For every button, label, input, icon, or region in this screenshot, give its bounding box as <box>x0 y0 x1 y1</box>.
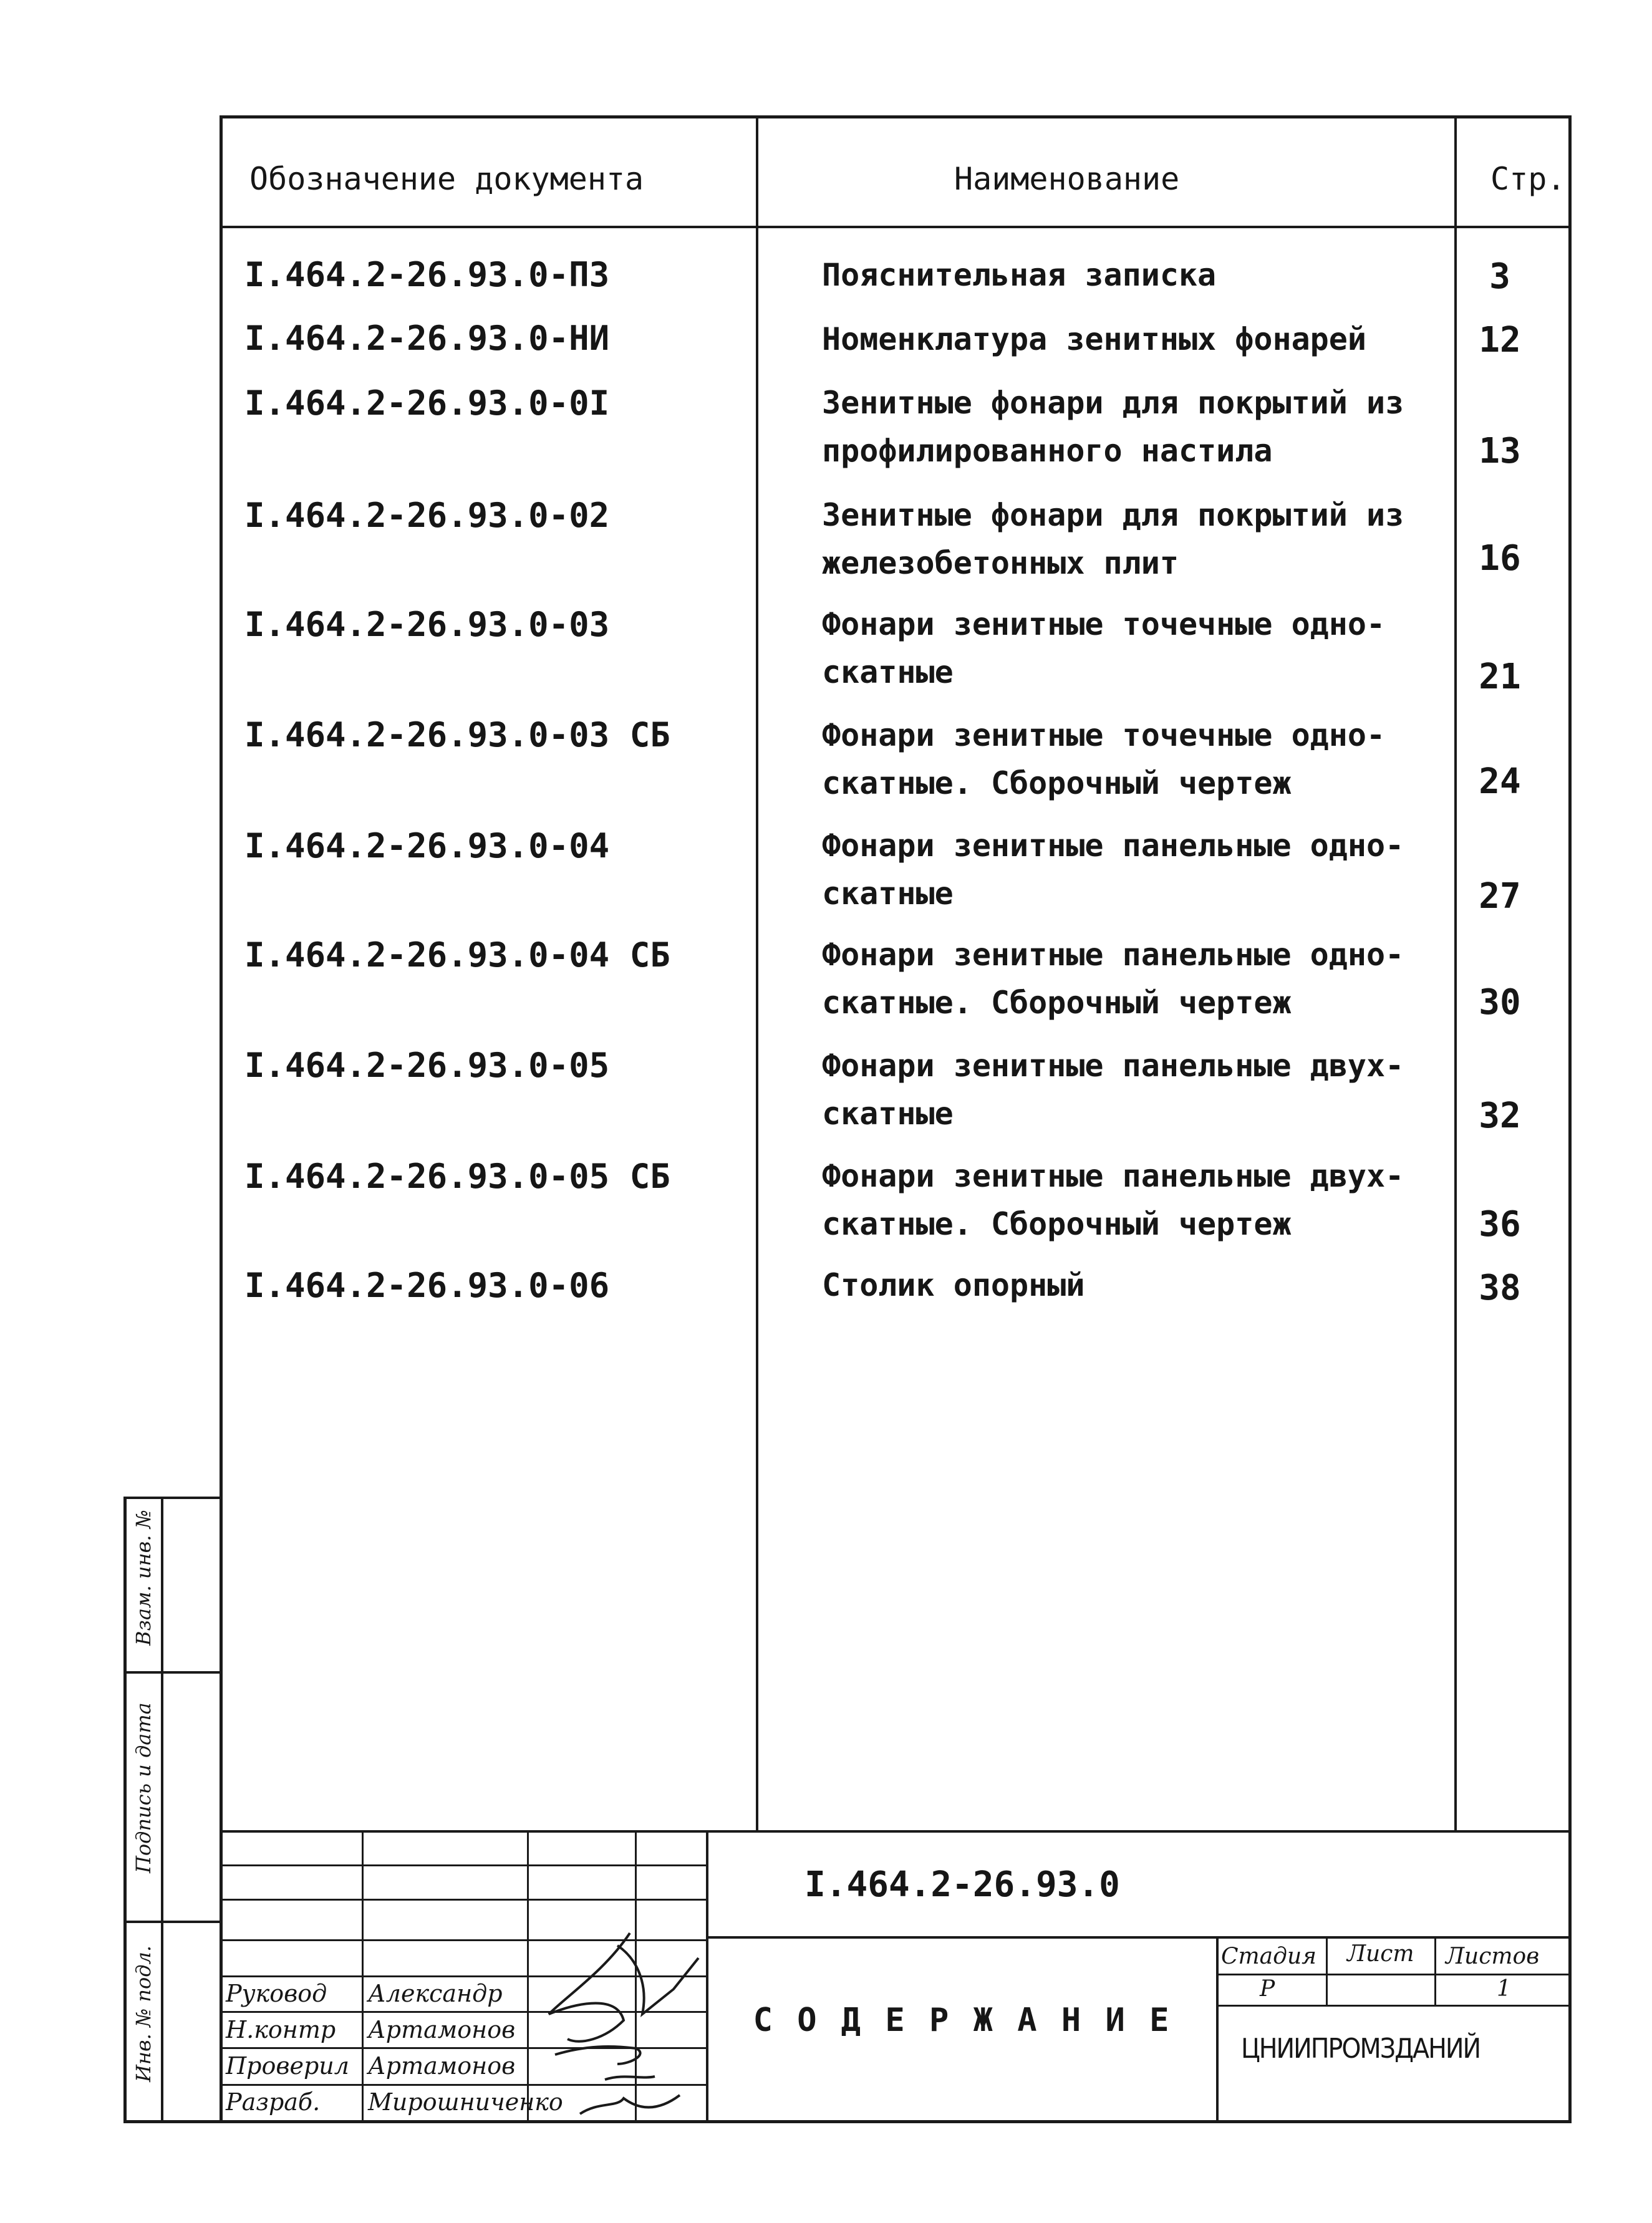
row-name-line: скатные. Сборочный чертеж <box>822 985 1292 1021</box>
stage-col-1 <box>1326 1936 1328 2007</box>
stage-row-2 <box>1216 2005 1572 2007</box>
signer-role: Разраб. <box>226 2088 321 2116</box>
row-code: I.464.2-26.93.0-0I <box>244 383 610 423</box>
sig-hline <box>220 1864 706 1866</box>
row-code: I.464.2-26.93.0-НИ <box>244 319 610 358</box>
row-code: I.464.2-26.93.0-02 <box>244 496 610 535</box>
row-name-line: Фонари зенитные точечные одно- <box>822 606 1386 642</box>
row-code: I.464.2-26.93.0-04 <box>244 826 610 866</box>
side-stamp-divider <box>161 1497 163 2123</box>
side-stamp-inv-orig: Инв. № подл. <box>132 1945 155 2082</box>
stage-col-2 <box>1434 1936 1436 2007</box>
frame-bottom <box>123 2120 1572 2123</box>
organization: ЦНИИПРОМЗДАНИЙ <box>1241 2033 1481 2065</box>
row-name-line: железобетонных плит <box>822 545 1179 581</box>
row-name-line: Фонари зенитные панельные одно- <box>822 937 1404 973</box>
sig-vline <box>362 1830 364 2123</box>
side-stamp-top <box>123 1497 222 1499</box>
row-name-line: скатные. Сборочный чертеж <box>822 765 1292 801</box>
row-name-line: Номенклатура зенитных фонарей <box>822 321 1366 357</box>
side-stamp-border <box>123 1497 127 2123</box>
row-page: 38 <box>1479 1268 1521 1308</box>
frame-left <box>220 115 223 2123</box>
titleblock-right-divider <box>1216 1936 1219 2123</box>
sig-hline <box>220 1899 706 1901</box>
row-name-line: Столик опорный <box>822 1267 1085 1303</box>
stage-label: Стадия <box>1221 1944 1316 1969</box>
row-page: 30 <box>1479 982 1521 1023</box>
titleblock-mid <box>706 1936 1572 1939</box>
side-stamp-inv-repl: Взам. инв. № <box>132 1510 155 1646</box>
row-page: 36 <box>1479 1204 1521 1245</box>
header-code: Обозначение документа <box>249 161 644 197</box>
side-stamp-sep <box>123 1671 222 1674</box>
stage-value: Р <box>1260 1976 1275 2002</box>
row-code: I.464.2-26.93.0-ПЗ <box>244 255 610 294</box>
row-page: 12 <box>1479 320 1521 360</box>
row-page: 27 <box>1479 876 1521 917</box>
row-name-line: Зенитные фонари для покрытий из <box>822 497 1404 533</box>
side-stamp-sep <box>123 1921 222 1923</box>
row-code: I.464.2-26.93.0-06 <box>244 1266 610 1305</box>
row-page: 13 <box>1479 431 1521 471</box>
col-divider-1 <box>756 115 758 1830</box>
row-code: I.464.2-26.93.0-04 СБ <box>244 935 670 975</box>
sheets-value: 1 <box>1497 1976 1511 2002</box>
header-name: Наименование <box>954 161 1180 197</box>
titleblock-top <box>220 1830 1572 1833</box>
row-name-line: профилированного настила <box>822 433 1273 469</box>
document-title: С О Д Е Р Ж А Н И Е <box>753 2002 1172 2039</box>
frame-top <box>220 115 1572 118</box>
signer-role: Проверил <box>226 2052 349 2080</box>
row-name-line: Фонари зенитные панельные двух- <box>822 1048 1404 1084</box>
signer-name: Артамонов <box>368 2052 516 2080</box>
row-page: 32 <box>1479 1096 1521 1136</box>
row-page: 24 <box>1479 761 1521 802</box>
row-page: 3 <box>1489 256 1510 297</box>
row-code: I.464.2-26.93.0-05 СБ <box>244 1157 670 1196</box>
signer-name: Артамонов <box>368 2016 516 2043</box>
row-code: I.464.2-26.93.0-03 <box>244 605 610 644</box>
row-page: 21 <box>1479 657 1521 697</box>
signer-name: Александр <box>368 1980 503 2007</box>
signer-name: Мирошниченко <box>368 2088 563 2116</box>
row-name-line: Фонари зенитные панельные одно- <box>822 827 1404 864</box>
side-stamp-sign-date: Подпись и дата <box>132 1702 155 1873</box>
signature-scribble <box>530 1921 730 2120</box>
sheet-label: Лист <box>1347 1941 1414 1967</box>
row-name-line: Зенитные фонари для покрытий из <box>822 385 1404 421</box>
row-code: I.464.2-26.93.0-03 СБ <box>244 715 670 755</box>
row-name-line: скатные <box>822 654 954 690</box>
frame-right <box>1568 115 1572 2123</box>
stage-row-1 <box>1216 1974 1572 1975</box>
row-code: I.464.2-26.93.0-05 <box>244 1046 610 1085</box>
sheets-label: Листов <box>1446 1944 1540 1969</box>
header-page: Стр. <box>1490 161 1566 197</box>
row-name-line: Фонари зенитные панельные двух- <box>822 1158 1404 1194</box>
signer-role: Н.контр <box>226 2016 336 2043</box>
row-name-line: скатные. Сборочный чертеж <box>822 1206 1292 1242</box>
row-name-line: скатные <box>822 1096 954 1132</box>
row-page: 16 <box>1479 538 1521 579</box>
row-name-line: скатные <box>822 875 954 912</box>
signer-role: Руковод <box>226 1980 327 2007</box>
col-divider-2 <box>1454 115 1457 1830</box>
document-code: I.464.2-26.93.0 <box>804 1864 1120 1905</box>
header-divider <box>220 226 1572 228</box>
row-name-line: Фонари зенитные точечные одно- <box>822 717 1386 753</box>
row-name-line: Пояснительная записка <box>822 257 1217 293</box>
sig-vline <box>527 1830 529 2123</box>
